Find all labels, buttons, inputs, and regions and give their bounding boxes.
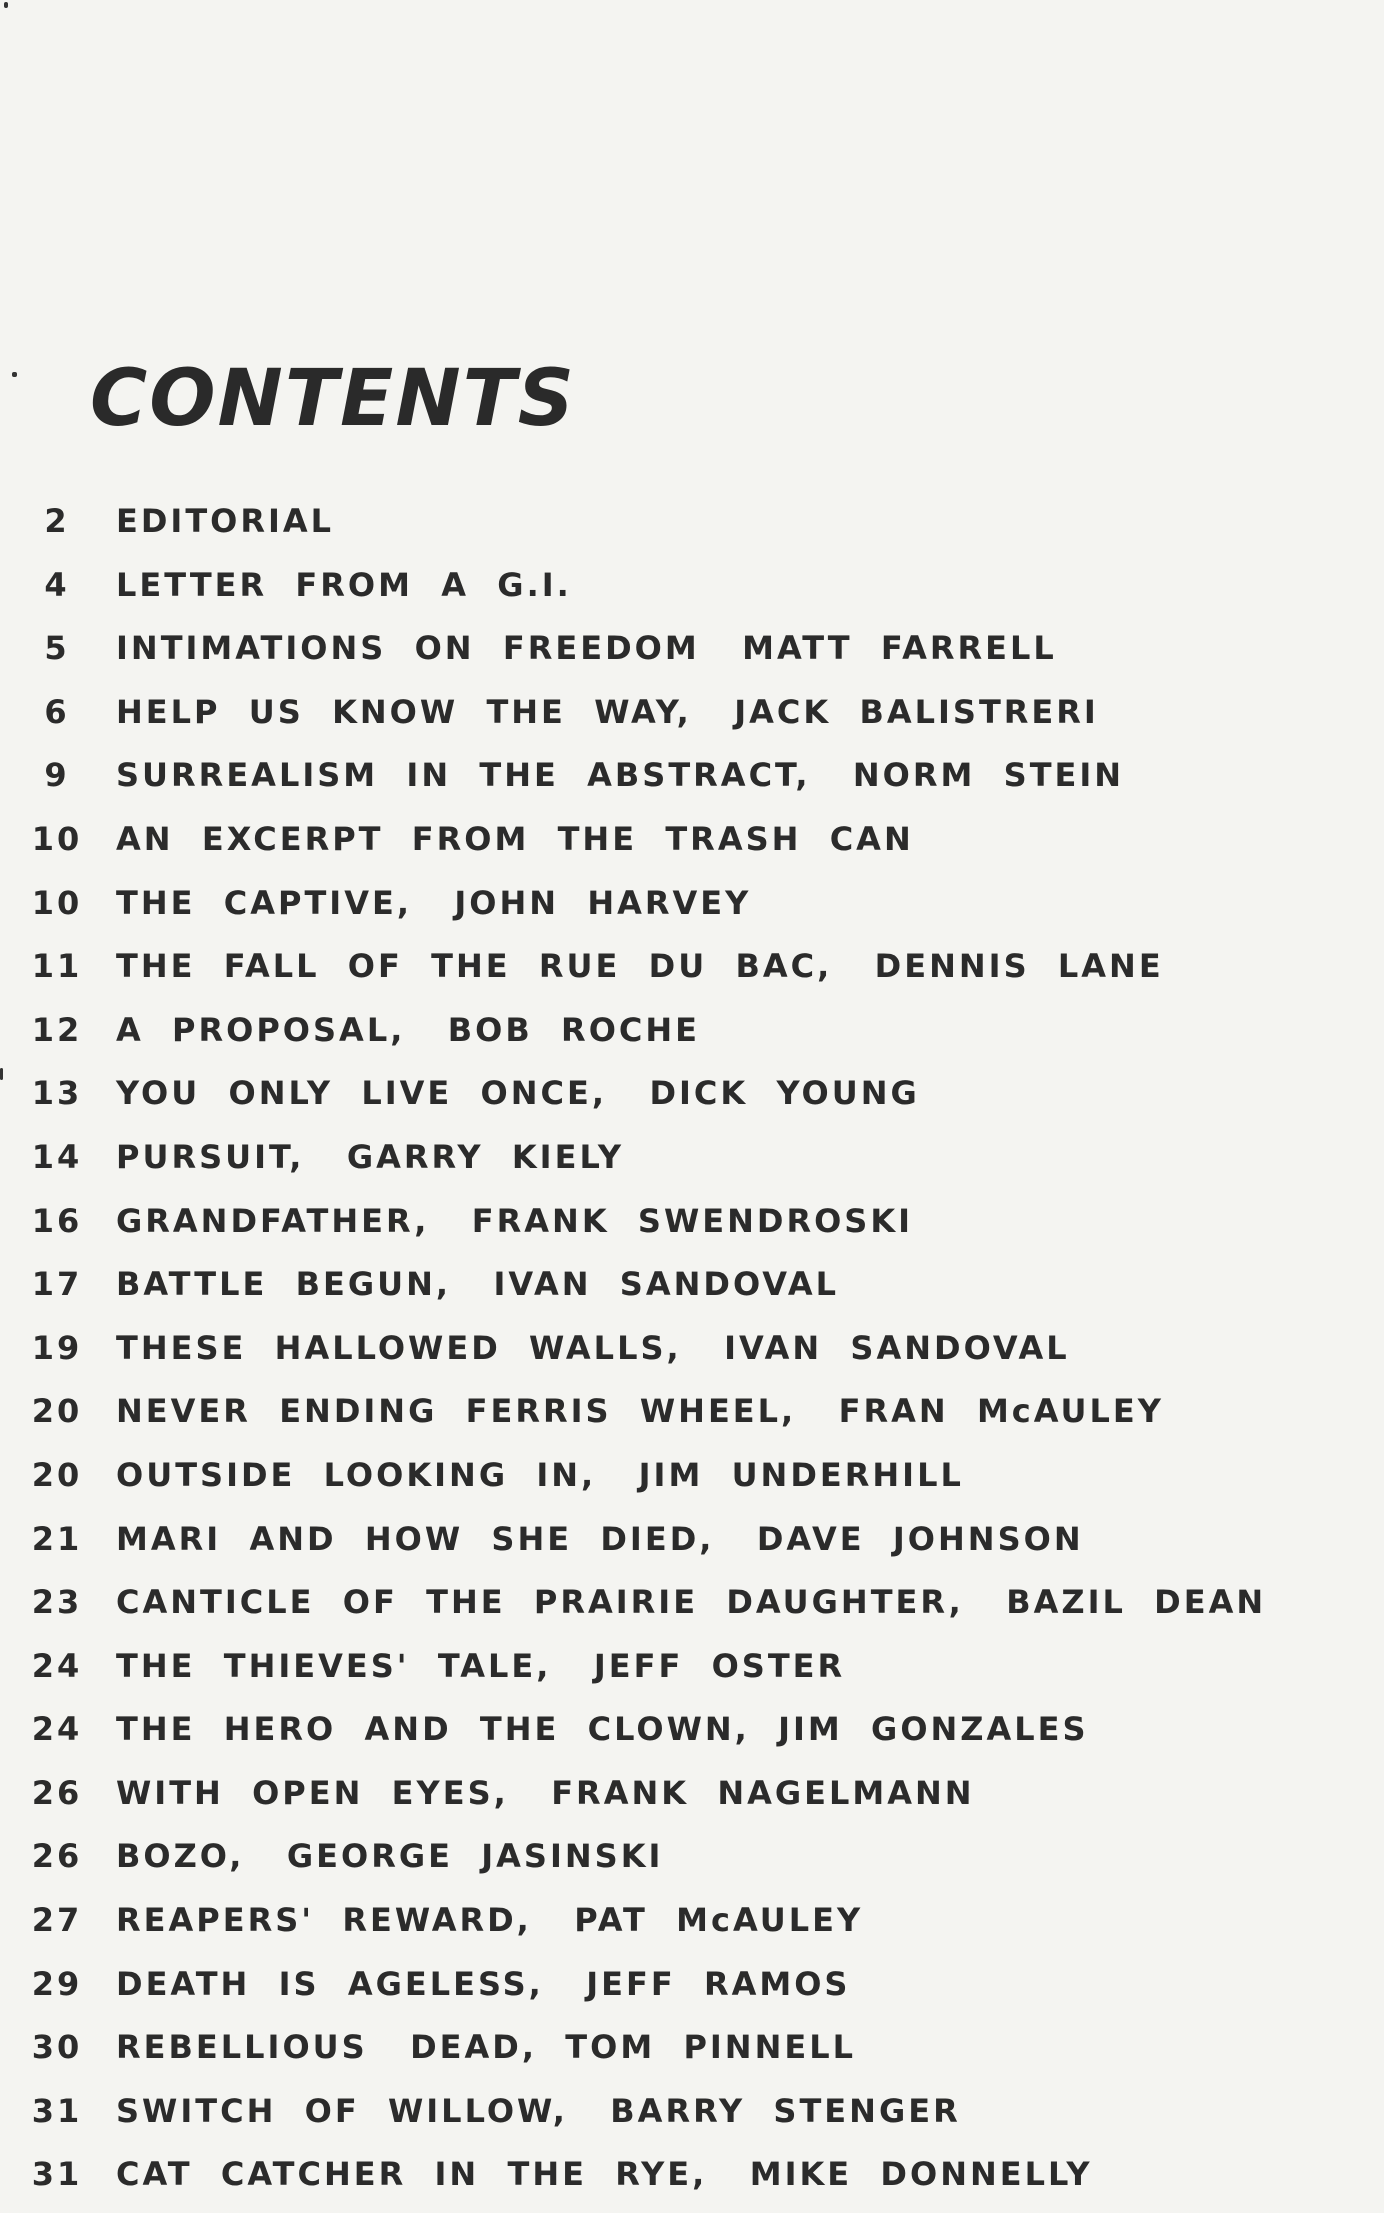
toc-entry <box>0 490 1384 554</box>
toc-page-number: 31 <box>31 2155 83 2194</box>
toc-entry <box>0 2016 1384 2080</box>
toc-page-number: 23 <box>31 1583 83 1622</box>
toc-page-number: 21 <box>31 1519 83 1558</box>
toc-entry <box>0 1062 1384 1126</box>
toc-entry <box>0 1762 1384 1826</box>
toc-entry <box>0 1635 1384 1699</box>
toc-entry-title: OUTSIDE LOOKING IN, JIM UNDERHILL <box>116 1455 964 1494</box>
toc-entry <box>0 1825 1384 1889</box>
toc-entry-title: BATTLE BEGUN, IVAN SANDOVAL <box>116 1265 840 1304</box>
toc-page-number: 12 <box>31 1010 83 1049</box>
table-of-contents <box>0 490 1384 2207</box>
toc-entry-title: A PROPOSAL, BOB ROCHE <box>116 1010 701 1049</box>
toc-entry <box>0 2080 1384 2144</box>
toc-entry <box>0 554 1384 618</box>
toc-entry-title: BOZO, GEORGE JASINSKI <box>116 1837 664 1876</box>
toc-page-number: 10 <box>31 819 83 858</box>
page-title: CONTENTS <box>90 354 576 444</box>
toc-entry-title: GRANDFATHER, FRANK SWENDROSKI <box>116 1201 914 1240</box>
toc-page-number: 20 <box>31 1455 83 1494</box>
toc-entry-title: EDITORIAL <box>116 502 335 540</box>
toc-entry <box>0 1190 1384 1254</box>
toc-page-number: 31 <box>31 2091 83 2130</box>
toc-entry-title: NEVER ENDING FERRIS WHEEL, FRAN McAULEY <box>116 1392 1164 1431</box>
ink-speck <box>4 2 8 8</box>
toc-entry-title: CANTICLE OF THE PRAIRIE DAUGHTER, BAZIL DEAN <box>116 1583 1267 1622</box>
toc-entry-title: AN EXCERPT FROM THE TRASH CAN <box>116 819 914 858</box>
toc-entry-title: HELP US KNOW THE WAY, JACK BALISTRERI <box>116 692 1099 731</box>
toc-entry <box>0 1380 1384 1444</box>
toc-page-number: 10 <box>31 883 83 922</box>
toc-entry-title: THE THIEVES' TALE, JEFF OSTER <box>116 1646 846 1685</box>
toc-page-number: 16 <box>31 1201 83 1240</box>
toc-entry <box>0 1508 1384 1572</box>
toc-page-number: 11 <box>31 947 83 986</box>
toc-entry <box>0 872 1384 936</box>
toc-page-number: 24 <box>31 1646 83 1685</box>
toc-entry <box>0 1253 1384 1317</box>
toc-page-number: 27 <box>31 1901 83 1940</box>
toc-page-number: 30 <box>31 2028 83 2067</box>
toc-entry-title: THE HERO AND THE CLOWN, JIM GONZALES <box>116 1710 1089 1749</box>
toc-entry-title: YOU ONLY LIVE ONCE, DICK YOUNG <box>116 1074 920 1113</box>
toc-entry <box>0 1126 1384 1190</box>
toc-entry <box>0 681 1384 745</box>
toc-page-number: 5 <box>44 629 70 668</box>
ink-speck <box>12 372 17 377</box>
toc-entry <box>0 1889 1384 1953</box>
toc-entry <box>0 617 1384 681</box>
toc-entry <box>0 1698 1384 1762</box>
toc-entry <box>0 1317 1384 1381</box>
toc-entry-title: MARI AND HOW SHE DIED, DAVE JOHNSON <box>116 1519 1084 1558</box>
toc-entry-title: THE CAPTIVE, JOHN HARVEY <box>116 883 752 922</box>
toc-entry-title: INTIMATIONS ON FREEDOM MATT FARRELL <box>116 629 1057 668</box>
toc-entry-title: REAPERS' REWARD, PAT McAULEY <box>116 1901 864 1940</box>
toc-entry-title: PURSUIT, GARRY KIELY <box>116 1137 625 1176</box>
toc-page-number: 14 <box>31 1137 83 1176</box>
toc-page-number: 13 <box>31 1074 83 1113</box>
toc-page-number: 29 <box>31 1964 83 2003</box>
toc-page-number: 4 <box>44 565 70 604</box>
toc-page-number: 26 <box>31 1773 83 1812</box>
toc-page-number: 9 <box>44 756 70 795</box>
toc-page-number: 24 <box>31 1710 83 1749</box>
toc-entry-title: THESE HALLOWED WALLS, IVAN SANDOVAL <box>116 1328 1070 1367</box>
toc-entry <box>0 1444 1384 1508</box>
toc-entry-title: LETTER FROM A G.I. <box>116 565 572 604</box>
toc-entry-title: THE FALL OF THE RUE DU BAC, DENNIS LANE <box>116 947 1164 986</box>
toc-entry <box>0 808 1384 872</box>
toc-entry-title: DEATH IS AGELESS, JEFF RAMOS <box>116 1964 851 2003</box>
toc-page-number: 6 <box>44 692 70 731</box>
toc-entry <box>0 1953 1384 2017</box>
toc-page-number: 20 <box>31 1392 83 1431</box>
toc-entry <box>0 2143 1384 2207</box>
toc-entry-title: SWITCH OF WILLOW, BARRY STENGER <box>116 2091 961 2130</box>
toc-entry-title: REBELLIOUS DEAD, TOM PINNELL <box>116 2028 856 2067</box>
toc-entry-title: CAT CATCHER IN THE RYE, MIKE DONNELLY <box>116 2155 1093 2194</box>
toc-entry <box>0 935 1384 999</box>
toc-page-number: 2 <box>44 502 70 540</box>
toc-entry <box>0 744 1384 808</box>
toc-page-number: 26 <box>31 1837 83 1876</box>
toc-entry-title: SURREALISM IN THE ABSTRACT, NORM STEIN <box>116 756 1125 795</box>
toc-entry <box>0 1571 1384 1635</box>
toc-page-number: 17 <box>31 1265 83 1304</box>
toc-entry <box>0 999 1384 1063</box>
toc-page-number: 19 <box>31 1328 83 1367</box>
toc-entry-title: WITH OPEN EYES, FRANK NAGELMANN <box>116 1773 975 1812</box>
